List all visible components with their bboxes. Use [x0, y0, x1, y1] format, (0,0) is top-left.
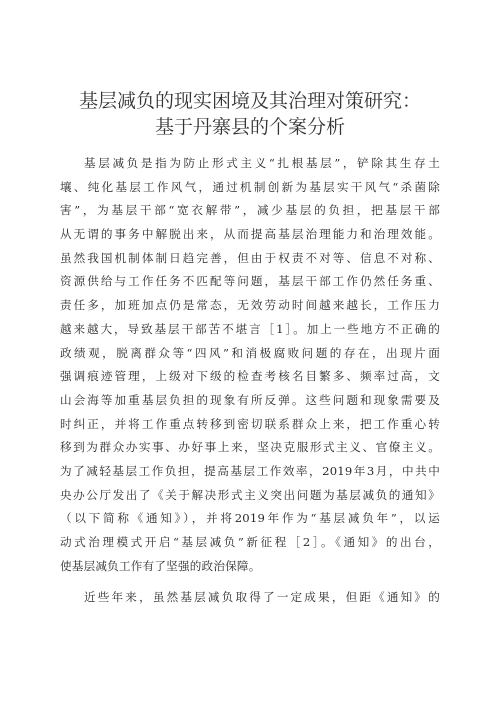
text-line: 使基层减负工作有了坚强的政治保障。: [60, 558, 261, 573]
text-line: 基层减负是指为防止形式主义“扎根基层”，铲除其生存土: [84, 156, 440, 170]
text-line: 动式治理模式开启“基层减负”新征程［2］。《通知》的出台，: [60, 535, 440, 549]
text-line: 责任多，加班加点仍是常态，无效劳动时间越来越长，工作压力: [60, 298, 440, 313]
text-line: 政绩观，脱离群众等“四风”和消极腐败问题的存在，出现片面: [60, 345, 440, 360]
text-line: 近些年来，虽然基层减负取得了一定成果，但距《通知》的: [84, 590, 440, 605]
text-line: 强调痕迹管理，上级对下级的检查考核名目繁多、频率过高，文: [60, 369, 440, 384]
title-line-2: 基于丹寨县的个案分析: [154, 116, 345, 138]
text-line: 虽然我国机制体制日趋完善，但由于权责不对等、信息不对称、: [60, 250, 440, 265]
text-line: （以下简称《通知》），并将2019年作为“基层减负年”，以运: [60, 511, 440, 526]
document-body: [60, 152, 440, 610]
text-line: 资源供给与工作任务不匹配等问题，基层干部工作仍然任务重、: [60, 274, 440, 289]
text-line: 央办公厅发出了《关于解决形式主义突出问题为基层减负的通知》: [60, 487, 440, 502]
title-line-1: 基层减负的现实困境及其治理对策研究：: [78, 90, 421, 112]
text-line: 时纠正，并将工作重点转移到密切联系群众上来，把工作重心转: [60, 416, 440, 431]
text-line: 壤、纯化基层工作风气，通过机制创新为基层实干风气“杀菌除: [60, 179, 440, 194]
text-line: 越来越大，导致基层干部苦不堪言［1］。加上一些地方不正确的: [60, 321, 440, 336]
text-line: 从无谓的事务中解脱出来，从而提高基层治理能力和治理效能。: [60, 227, 440, 242]
text-line: 移到为群众办实事、办好事上来，坚决克服形式主义、官僚主义。: [60, 440, 440, 455]
text-line: 为了减轻基层工作负担，提高基层工作效率，2019年3月，中共中: [60, 463, 440, 478]
paragraph-2: [60, 586, 440, 610]
paragraph-1: [60, 152, 440, 578]
paragraph-gap: [60, 578, 440, 586]
text-line: 害”，为基层干部“宽衣解带”，减少基层的负担，把基层干部: [60, 203, 440, 218]
text-line: 山会海等加重基层负担的现象有所反弹。这些问题和现象需要及: [60, 392, 440, 407]
